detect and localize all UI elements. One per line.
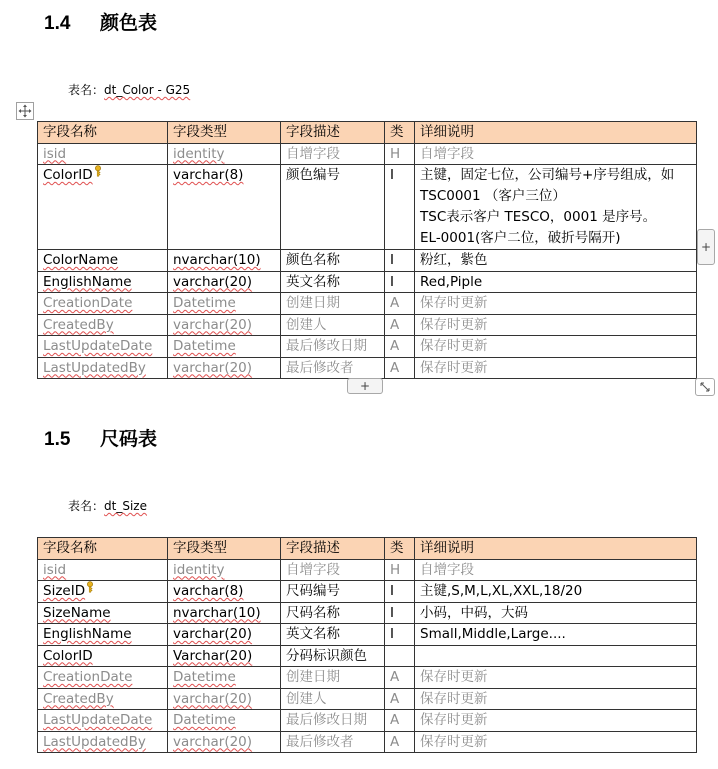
cell-field-desc: 自增字段 bbox=[281, 559, 385, 581]
key-icon bbox=[86, 581, 94, 593]
cell-field-desc: 最后修改者 bbox=[281, 731, 385, 753]
cell-kind: A bbox=[385, 688, 415, 710]
cell-kind: A bbox=[385, 314, 415, 336]
caption-table-name: dt_Size bbox=[104, 499, 147, 513]
cell-field-desc: 英文名称 bbox=[281, 624, 385, 646]
table-row bbox=[38, 336, 697, 358]
cell-field-type bbox=[168, 559, 281, 581]
cell-kind: I bbox=[385, 581, 415, 603]
cell-kind: H bbox=[385, 143, 415, 165]
cell-kind: I bbox=[385, 165, 415, 250]
field-name-text: isid bbox=[43, 561, 67, 578]
field-type-text: varchar(8) bbox=[173, 167, 244, 183]
cell-field-name bbox=[38, 250, 168, 272]
cell-detail: 主键，固定七位，公司编号+序号组成，如TSC0001 （客户三位） TSC表示客户 TESCO，0001 是序号。 EL-0001(客户二位，破折号隔开) bbox=[415, 165, 697, 250]
cell-field-desc: 自增字段 bbox=[281, 143, 385, 165]
field-type-text: varchar(20) bbox=[173, 273, 253, 290]
field-type-text: nvarchar(10) bbox=[173, 604, 261, 621]
cell-field-desc: 分码标识颜色 bbox=[281, 645, 385, 667]
table-row bbox=[38, 731, 697, 753]
size-table bbox=[37, 537, 697, 753]
move-arrows-icon bbox=[18, 104, 32, 118]
caption-prefix: 表名： bbox=[68, 499, 105, 513]
section-heading-colors bbox=[44, 8, 157, 35]
field-name-text: LastUpdateDate bbox=[43, 712, 153, 728]
field-name-text: SizeID bbox=[43, 583, 86, 599]
cell-field-type bbox=[168, 581, 281, 603]
cell-field-name bbox=[38, 731, 168, 753]
cell-detail: 保存时更新 bbox=[415, 667, 697, 689]
cell-field-type bbox=[168, 645, 281, 667]
cell-field-type bbox=[168, 250, 281, 272]
caption-table-name: dt_Color - G25 bbox=[104, 83, 191, 97]
cell-field-type bbox=[168, 602, 281, 624]
cell-field-type bbox=[168, 667, 281, 689]
cell-kind: A bbox=[385, 357, 415, 379]
cell-field-desc: 创建日期 bbox=[281, 293, 385, 315]
header-cell-field-desc: 字段描述 bbox=[281, 122, 385, 144]
cell-field-type bbox=[168, 271, 281, 293]
header-cell-detail: 详细说明 bbox=[415, 122, 697, 144]
table-caption bbox=[68, 81, 190, 98]
cell-field-desc: 最后修改日期 bbox=[281, 336, 385, 358]
cell-field-name bbox=[38, 688, 168, 710]
field-name-text: CreatedBy bbox=[43, 316, 114, 333]
field-type-text: identity bbox=[173, 561, 225, 578]
cell-detail: 主键,S,M,L,XL,XXL,18/20 bbox=[415, 581, 697, 603]
field-name-text: SizeName bbox=[43, 604, 111, 621]
table-row bbox=[38, 667, 697, 689]
color-table bbox=[37, 121, 697, 379]
table-row bbox=[38, 559, 697, 581]
cell-field-type bbox=[168, 293, 281, 315]
cell-field-type bbox=[168, 143, 281, 165]
cell-field-name bbox=[38, 271, 168, 293]
field-type-text: Datetime bbox=[173, 712, 236, 728]
cell-kind bbox=[385, 645, 415, 667]
cell-field-type bbox=[168, 357, 281, 379]
cell-detail: 保存时更新 bbox=[415, 293, 697, 315]
cell-detail: 自增字段 bbox=[415, 143, 697, 165]
cell-field-name bbox=[38, 165, 168, 250]
field-name-text: LastUpdatedBy bbox=[43, 359, 146, 376]
field-type-text: varchar(8) bbox=[173, 583, 244, 599]
cell-kind: I bbox=[385, 602, 415, 624]
color-table-body bbox=[38, 143, 697, 379]
cell-detail: 粉红，紫色 bbox=[415, 250, 697, 272]
cell-field-name bbox=[38, 314, 168, 336]
field-name-text: ColorID bbox=[43, 647, 93, 664]
cell-field-name bbox=[38, 645, 168, 667]
field-type-text: varchar(20) bbox=[173, 359, 253, 376]
field-name-text: LastUpdatedBy bbox=[43, 733, 146, 750]
table-row bbox=[38, 293, 697, 315]
caption-prefix: 表名： bbox=[68, 83, 105, 97]
field-name-text: ColorID bbox=[43, 167, 93, 183]
field-name-text: ColorName bbox=[43, 252, 119, 268]
cell-field-name bbox=[38, 559, 168, 581]
header-cell-field-name: 字段名称 bbox=[38, 122, 168, 144]
table-caption bbox=[68, 497, 147, 514]
table-row bbox=[38, 688, 697, 710]
cell-field-desc: 创建日期 bbox=[281, 667, 385, 689]
cell-kind: A bbox=[385, 731, 415, 753]
cell-field-name bbox=[38, 357, 168, 379]
cell-kind: A bbox=[385, 667, 415, 689]
cell-field-name bbox=[38, 143, 168, 165]
section-title: 颜色表 bbox=[100, 13, 158, 34]
table-row bbox=[38, 165, 697, 250]
cell-detail: Small,Middle,Large.... bbox=[415, 624, 697, 646]
cell-field-desc: 英文名称 bbox=[281, 271, 385, 293]
table-header-row bbox=[38, 538, 697, 560]
cell-detail: 保存时更新 bbox=[415, 688, 697, 710]
header-cell-kind: 类 bbox=[385, 122, 415, 144]
header-cell-field-name: 字段名称 bbox=[38, 538, 168, 560]
field-name-text: EnglishName bbox=[43, 273, 132, 290]
cell-field-type bbox=[168, 165, 281, 250]
cell-field-desc: 最后修改者 bbox=[281, 357, 385, 379]
cell-kind: I bbox=[385, 271, 415, 293]
field-type-text: varchar(20) bbox=[173, 626, 253, 642]
cell-field-name bbox=[38, 602, 168, 624]
section-title: 尺码表 bbox=[100, 429, 158, 450]
table-row bbox=[38, 357, 697, 379]
field-type-text: varchar(20) bbox=[173, 690, 253, 707]
cell-detail: 保存时更新 bbox=[415, 710, 697, 732]
header-cell-field-type: 字段类型 bbox=[168, 538, 281, 560]
field-type-text: varchar(20) bbox=[173, 316, 253, 333]
cell-field-desc: 尺码编号 bbox=[281, 581, 385, 603]
cell-kind: A bbox=[385, 710, 415, 732]
header-cell-detail: 详细说明 bbox=[415, 538, 697, 560]
cell-field-type bbox=[168, 710, 281, 732]
cell-field-desc: 创建人 bbox=[281, 688, 385, 710]
cell-field-name bbox=[38, 336, 168, 358]
cell-kind: A bbox=[385, 293, 415, 315]
cell-field-type bbox=[168, 336, 281, 358]
cell-detail: 保存时更新 bbox=[415, 314, 697, 336]
cell-field-desc: 尺码名称 bbox=[281, 602, 385, 624]
cell-field-name bbox=[38, 293, 168, 315]
field-type-text: Datetime bbox=[173, 669, 236, 685]
field-type-text: Datetime bbox=[173, 295, 236, 311]
cell-field-desc: 最后修改日期 bbox=[281, 710, 385, 732]
field-type-text: varchar(20) bbox=[173, 733, 253, 750]
cell-detail: 小码，中码，大码 bbox=[415, 602, 697, 624]
cell-detail: 保存时更新 bbox=[415, 731, 697, 753]
table-row bbox=[38, 645, 697, 667]
cell-detail bbox=[415, 645, 697, 667]
field-type-text: nvarchar(10) bbox=[173, 252, 261, 268]
field-type-text: identity bbox=[173, 145, 225, 162]
cell-field-type bbox=[168, 624, 281, 646]
table-move-handle[interactable] bbox=[16, 102, 34, 120]
cell-field-type bbox=[168, 314, 281, 336]
header-cell-field-desc: 字段描述 bbox=[281, 538, 385, 560]
table-row bbox=[38, 271, 697, 293]
cell-detail: Red,Piple bbox=[415, 271, 697, 293]
table-row bbox=[38, 624, 697, 646]
table-row bbox=[38, 250, 697, 272]
cell-field-desc: 颜色名称 bbox=[281, 250, 385, 272]
header-cell-field-type: 字段类型 bbox=[168, 122, 281, 144]
table-row bbox=[38, 602, 697, 624]
table-header-row bbox=[38, 122, 697, 144]
resize-diagonal-icon bbox=[699, 381, 711, 393]
cell-field-name bbox=[38, 667, 168, 689]
field-type-text: Datetime bbox=[173, 338, 236, 354]
cell-kind: A bbox=[385, 336, 415, 358]
cell-detail: 自增字段 bbox=[415, 559, 697, 581]
table-row bbox=[38, 143, 697, 165]
field-name-text: CreationDate bbox=[43, 295, 133, 311]
section-number: 1.5 bbox=[44, 429, 71, 450]
table-row bbox=[38, 581, 697, 603]
cell-kind: H bbox=[385, 559, 415, 581]
field-name-text: isid bbox=[43, 145, 67, 162]
cell-field-name bbox=[38, 581, 168, 603]
table-resize-handle[interactable] bbox=[695, 378, 715, 396]
cell-detail: 保存时更新 bbox=[415, 357, 697, 379]
cell-detail: 保存时更新 bbox=[415, 336, 697, 358]
field-name-text: EnglishName bbox=[43, 626, 132, 642]
cell-field-name bbox=[38, 624, 168, 646]
section-number: 1.4 bbox=[44, 13, 71, 34]
cell-field-name bbox=[38, 710, 168, 732]
cell-kind: I bbox=[385, 624, 415, 646]
table-row bbox=[38, 710, 697, 732]
add-column-button[interactable]: + bbox=[697, 229, 715, 265]
cell-field-type bbox=[168, 731, 281, 753]
cell-field-desc: 创建人 bbox=[281, 314, 385, 336]
cell-field-desc: 颜色编号 bbox=[281, 165, 385, 250]
cell-field-type bbox=[168, 688, 281, 710]
header-cell-kind: 类 bbox=[385, 538, 415, 560]
table-row bbox=[38, 314, 697, 336]
section-heading-sizes bbox=[44, 424, 157, 451]
size-table-body bbox=[38, 559, 697, 753]
field-name-text: CreationDate bbox=[43, 669, 133, 685]
field-name-text: CreatedBy bbox=[43, 690, 114, 707]
field-type-text: Varchar(20) bbox=[173, 647, 253, 664]
cell-kind: I bbox=[385, 250, 415, 272]
field-name-text: LastUpdateDate bbox=[43, 338, 153, 354]
add-row-button[interactable]: + bbox=[347, 378, 383, 394]
key-icon bbox=[94, 165, 102, 177]
